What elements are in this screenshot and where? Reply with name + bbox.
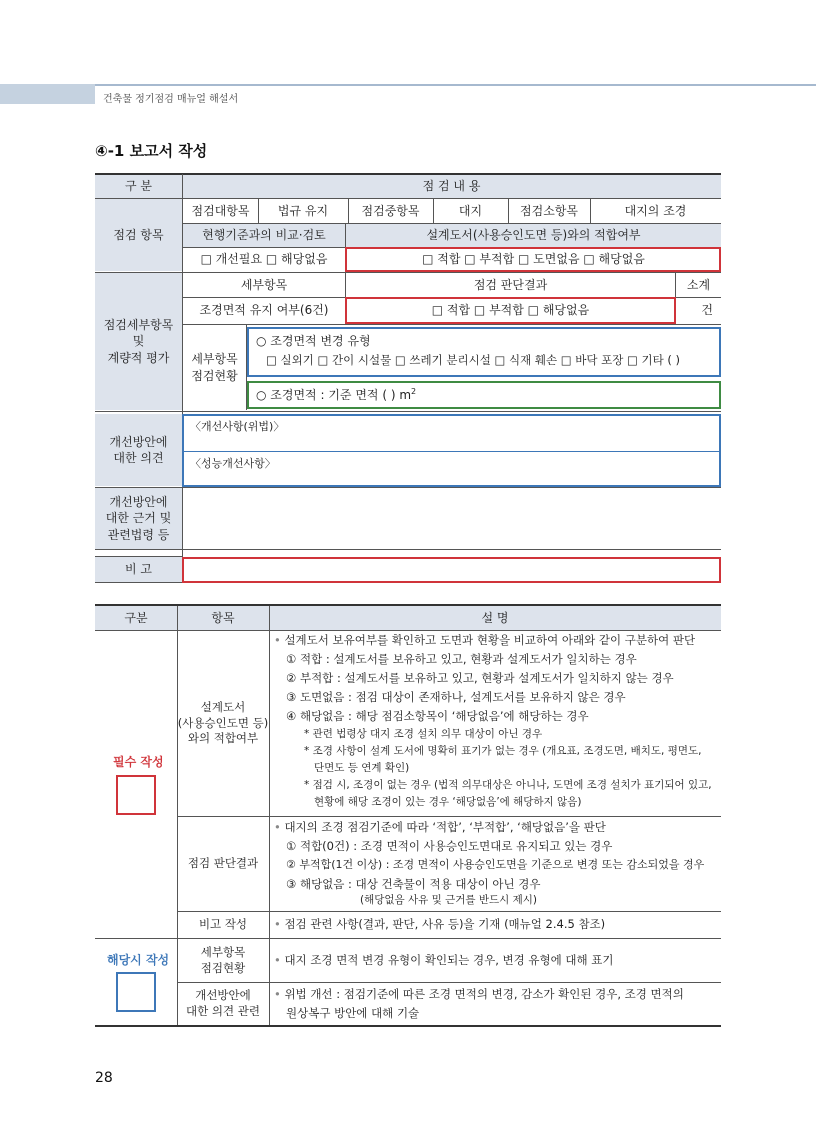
subtotal-header: 소계 <box>686 277 711 292</box>
remarks-label: 비 고 <box>95 557 182 582</box>
improve-item: 개선방안에 대한 의견 관련 <box>186 988 260 1018</box>
required-marker <box>116 775 156 815</box>
header-tab-block <box>0 84 95 104</box>
major-item-label: 점검대항목 <box>191 203 250 218</box>
subtotal-unit: 건 <box>701 303 713 318</box>
judgment-options[interactable]: □ 적합 □ 부적합 □ 해당없음 <box>431 303 590 318</box>
detail-eval-label: 점검세부항목 및 계량적 평가 <box>95 273 182 410</box>
guide-header-category: 구분 <box>95 606 177 630</box>
detail-status-label: 세부항목 점검현황 <box>191 352 238 383</box>
section-title: ④-1 보고서 작성 <box>95 142 208 160</box>
conditional-label: 해당시 작성 <box>107 953 170 967</box>
change-type-line: ○ 조경면적 변경 유형 <box>256 334 371 348</box>
running-title: 건축물 정기점검 매뉴얼 해설서 <box>103 94 239 105</box>
detail-desc: • 대지 조경 면적 변경 유형이 확인되는 경우, 변경 유형에 대해 표기 <box>274 953 614 967</box>
remarks-desc: • 점검 관련 사항(결과, 판단, 사유 등)을 기재 (매뉴얼 2.4.5 참조) <box>274 917 606 931</box>
judgment-header: 점검 판단결과 <box>473 277 548 292</box>
design-item: 설계도서 (사용승인도면 등) 와의 적합여부 <box>177 700 269 746</box>
detail-item: 세부항목 점검현황 <box>200 944 246 975</box>
conditional-marker <box>116 972 156 1012</box>
remarks-item: 비고 작성 <box>198 917 248 932</box>
required-label: 필수 작성 <box>113 755 164 769</box>
improve-performance[interactable]: 〈성능개선사항〉 <box>190 457 276 470</box>
judgment-highlight <box>345 297 676 324</box>
col-header-category: 구 분 <box>95 174 182 198</box>
design-match-options[interactable]: □ 적합 □ 부적합 □ 도면없음 □ 해당없음 <box>422 252 645 267</box>
header-rule <box>0 84 816 86</box>
design-match-label: 설계도서(사용승인도면 등)와의 적합여부 <box>346 224 721 247</box>
detail-item-header: 세부항목 <box>240 277 288 292</box>
area-line: ○ 조경면적 : 기준 면적 ( ) $m^2$ <box>256 387 417 402</box>
small-item-value: 대지의 조경 <box>624 203 687 218</box>
guide-header-desc: 설 명 <box>269 606 721 630</box>
improve-violation[interactable]: 〈개선사항(위법)〉 <box>190 420 285 433</box>
remarks-field[interactable] <box>182 557 721 583</box>
detail-item-row: 조경면적 유지 여부(6건) <box>199 303 329 318</box>
judgment-item: 점검 판단결과 <box>187 856 259 871</box>
check-item-label: 점검 항목 <box>95 199 182 271</box>
small-item-label: 점검소항목 <box>520 203 578 218</box>
compare-options[interactable]: □ 개선필요 □ 해당없음 <box>200 252 328 267</box>
mid-item-value: 대지 <box>458 203 483 218</box>
mid-item-label: 점검중항목 <box>361 203 420 218</box>
compare-label: 현행기준과의 비교·검토 <box>183 224 345 247</box>
improve-basis-label: 개선방안에 대한 근거 및 관련법령 등 <box>95 488 182 549</box>
design-match-highlight <box>345 247 721 272</box>
guide-header-item: 항목 <box>177 606 269 630</box>
page-number: 28 <box>95 1070 113 1086</box>
change-type-options[interactable]: □ 실외기 □ 간이 시설물 □ 쓰레기 분리시설 □ 식재 훼손 □ 바닥 포장 □ 기타 ( ) <box>266 353 681 367</box>
major-item-value: 법규 유지 <box>277 203 329 218</box>
improve-opinion-label: 개선방안에 대한 의견 <box>95 414 182 486</box>
col-header-content: 점 검 내 용 <box>182 174 721 198</box>
